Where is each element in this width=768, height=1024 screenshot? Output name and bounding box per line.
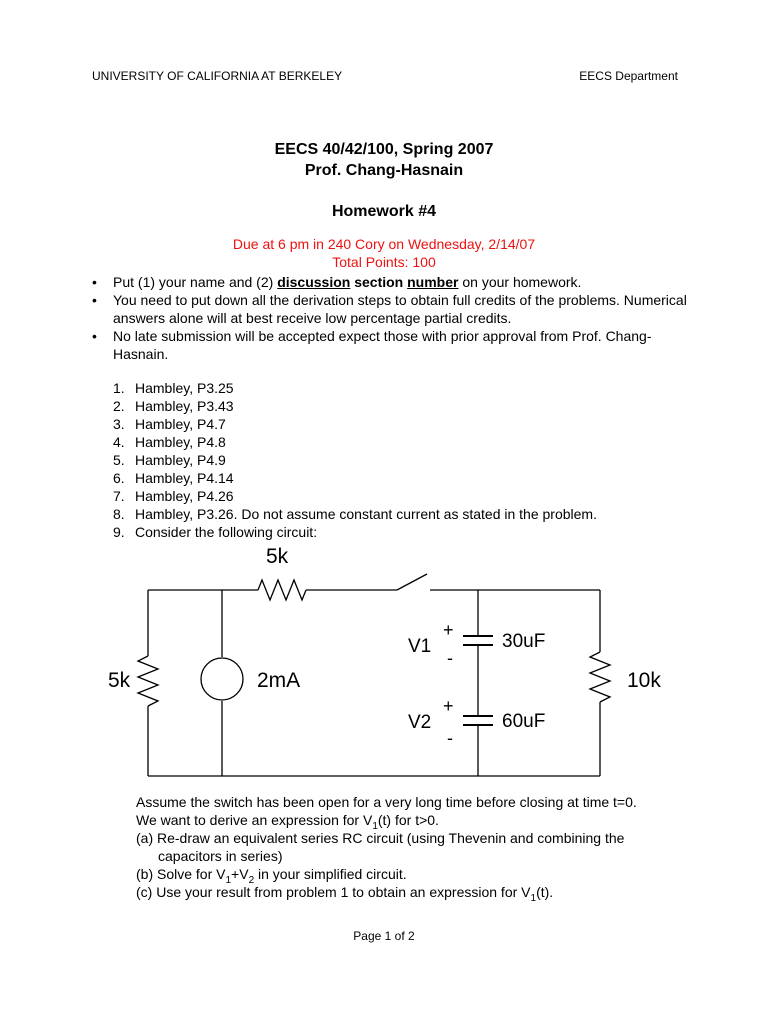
instructions-list bbox=[92, 273, 692, 363]
v2-plus: + bbox=[443, 696, 454, 716]
para-line: Assume the switch has been open for a very long time before closing at time t=0. bbox=[136, 794, 637, 810]
problem9-description bbox=[136, 793, 696, 904]
problem-text: Hambley, P4.8 bbox=[135, 434, 226, 450]
instruction-item bbox=[92, 291, 692, 327]
page-number: Page 1 of 2 bbox=[353, 929, 415, 943]
number-word: number bbox=[407, 274, 459, 290]
problem-item bbox=[113, 433, 713, 451]
problem-number: 7. bbox=[113, 488, 125, 504]
text-segment: (b) Solve for V bbox=[136, 866, 226, 882]
problem-item bbox=[113, 523, 713, 541]
problem-number: 5. bbox=[113, 452, 125, 468]
problem-text: Hambley, P4.9 bbox=[135, 452, 226, 468]
problem-item bbox=[113, 397, 713, 415]
resistor-top-icon bbox=[258, 580, 306, 600]
problem-text: Hambley, P4.7 bbox=[135, 416, 226, 432]
problem-item bbox=[113, 505, 713, 523]
text-segment: (t) for t>0. bbox=[377, 812, 439, 828]
problem-number: 4. bbox=[113, 434, 125, 450]
label-r-left: 5k bbox=[108, 669, 131, 692]
problem-item bbox=[113, 415, 713, 433]
instruction-text: No late submission will be accepted expect those with prior approval from Prof. Chang-Hasnain. bbox=[113, 328, 652, 362]
problem-number: 9. bbox=[113, 524, 125, 540]
label-r-top: 5k bbox=[266, 545, 289, 568]
problem-item bbox=[113, 379, 713, 397]
homework-title: Homework #4 bbox=[331, 203, 437, 220]
text-segment: +V bbox=[231, 866, 249, 882]
instruction-item bbox=[92, 273, 692, 291]
switch-icon bbox=[397, 574, 427, 590]
problem-number: 2. bbox=[113, 398, 125, 414]
instruction-text-post: on your homework. bbox=[458, 274, 582, 290]
problem-number: 8. bbox=[113, 506, 125, 522]
problem-item bbox=[113, 451, 713, 469]
label-c1: 30uF bbox=[502, 631, 546, 652]
bullet-icon: • bbox=[92, 328, 97, 344]
resistor-left-icon bbox=[138, 656, 158, 706]
subscript: 1 bbox=[530, 892, 537, 904]
professor-name: Prof. Chang-Hasnain bbox=[304, 162, 464, 179]
current-source-icon bbox=[201, 658, 243, 700]
problem-text: Hambley, P3.25 bbox=[135, 380, 234, 396]
problem-text: Hambley, P3.26. Do not assume constant current as stated in the problem. bbox=[135, 506, 597, 522]
problem-number: 6. bbox=[113, 470, 125, 486]
text-segment: We want to derive an expression for V bbox=[136, 812, 373, 828]
problem-item bbox=[113, 487, 713, 505]
label-v2: V2 bbox=[408, 712, 432, 733]
para-line bbox=[136, 883, 696, 904]
resistor-right-icon bbox=[590, 652, 610, 702]
instruction-text-pre: Put (1) your name and (2) bbox=[113, 274, 278, 290]
problem-text: Hambley, P3.43 bbox=[135, 398, 234, 414]
problem-text: Hambley, P4.26 bbox=[135, 488, 234, 504]
label-source: 2mA bbox=[257, 669, 301, 692]
para-line: (a) Re-draw an equivalent series RC circuit (using Thevenin and combining the bbox=[136, 830, 625, 846]
problem-text: Hambley, P4.14 bbox=[135, 470, 234, 486]
problem-list bbox=[113, 379, 713, 541]
discussion-word: discussion bbox=[277, 274, 351, 290]
circuit-diagram bbox=[0, 540, 768, 790]
header-department: EECS Department bbox=[579, 69, 678, 83]
label-v1: V1 bbox=[408, 636, 432, 657]
text-segment: (c) Use your result from problem 1 to obtain an expression for V bbox=[136, 884, 531, 900]
bullet-icon: • bbox=[92, 274, 97, 290]
instruction-item bbox=[92, 327, 692, 363]
label-c2: 60uF bbox=[502, 711, 546, 732]
section-word: section bbox=[354, 274, 404, 290]
v1-minus: - bbox=[447, 648, 453, 668]
v1-plus: + bbox=[443, 620, 454, 640]
para-line bbox=[136, 811, 696, 832]
v2-minus: - bbox=[447, 728, 453, 748]
subscript: 1 bbox=[225, 874, 232, 886]
due-date: Due at 6 pm in 240 Cory on Wednesday, 2/14/07 bbox=[232, 236, 536, 252]
text-segment: (t). bbox=[536, 884, 554, 900]
text-segment: in your simplified circuit. bbox=[254, 866, 407, 882]
problem-text: Consider the following circuit: bbox=[135, 524, 318, 540]
bullet-icon: • bbox=[92, 292, 97, 308]
problem-item bbox=[113, 469, 713, 487]
problem-number: 1. bbox=[113, 380, 125, 396]
para-line bbox=[136, 865, 696, 886]
subscript: 1 bbox=[372, 820, 378, 832]
header-university: UNIVERSITY OF CALIFORNIA AT BERKELEY bbox=[92, 69, 343, 83]
label-r-right: 10k bbox=[627, 669, 661, 692]
problem-number: 3. bbox=[113, 416, 125, 432]
course-title: EECS 40/42/100, Spring 2007 bbox=[274, 141, 494, 158]
para-line: capacitors in series) bbox=[158, 848, 283, 864]
subscript: 2 bbox=[248, 874, 255, 886]
instruction-text: You need to put down all the derivation steps to obtain full credits of the problems. Numerical answers alone will at best receive low percentage partial credits. bbox=[113, 292, 687, 326]
total-points: Total Points: 100 bbox=[332, 254, 436, 270]
